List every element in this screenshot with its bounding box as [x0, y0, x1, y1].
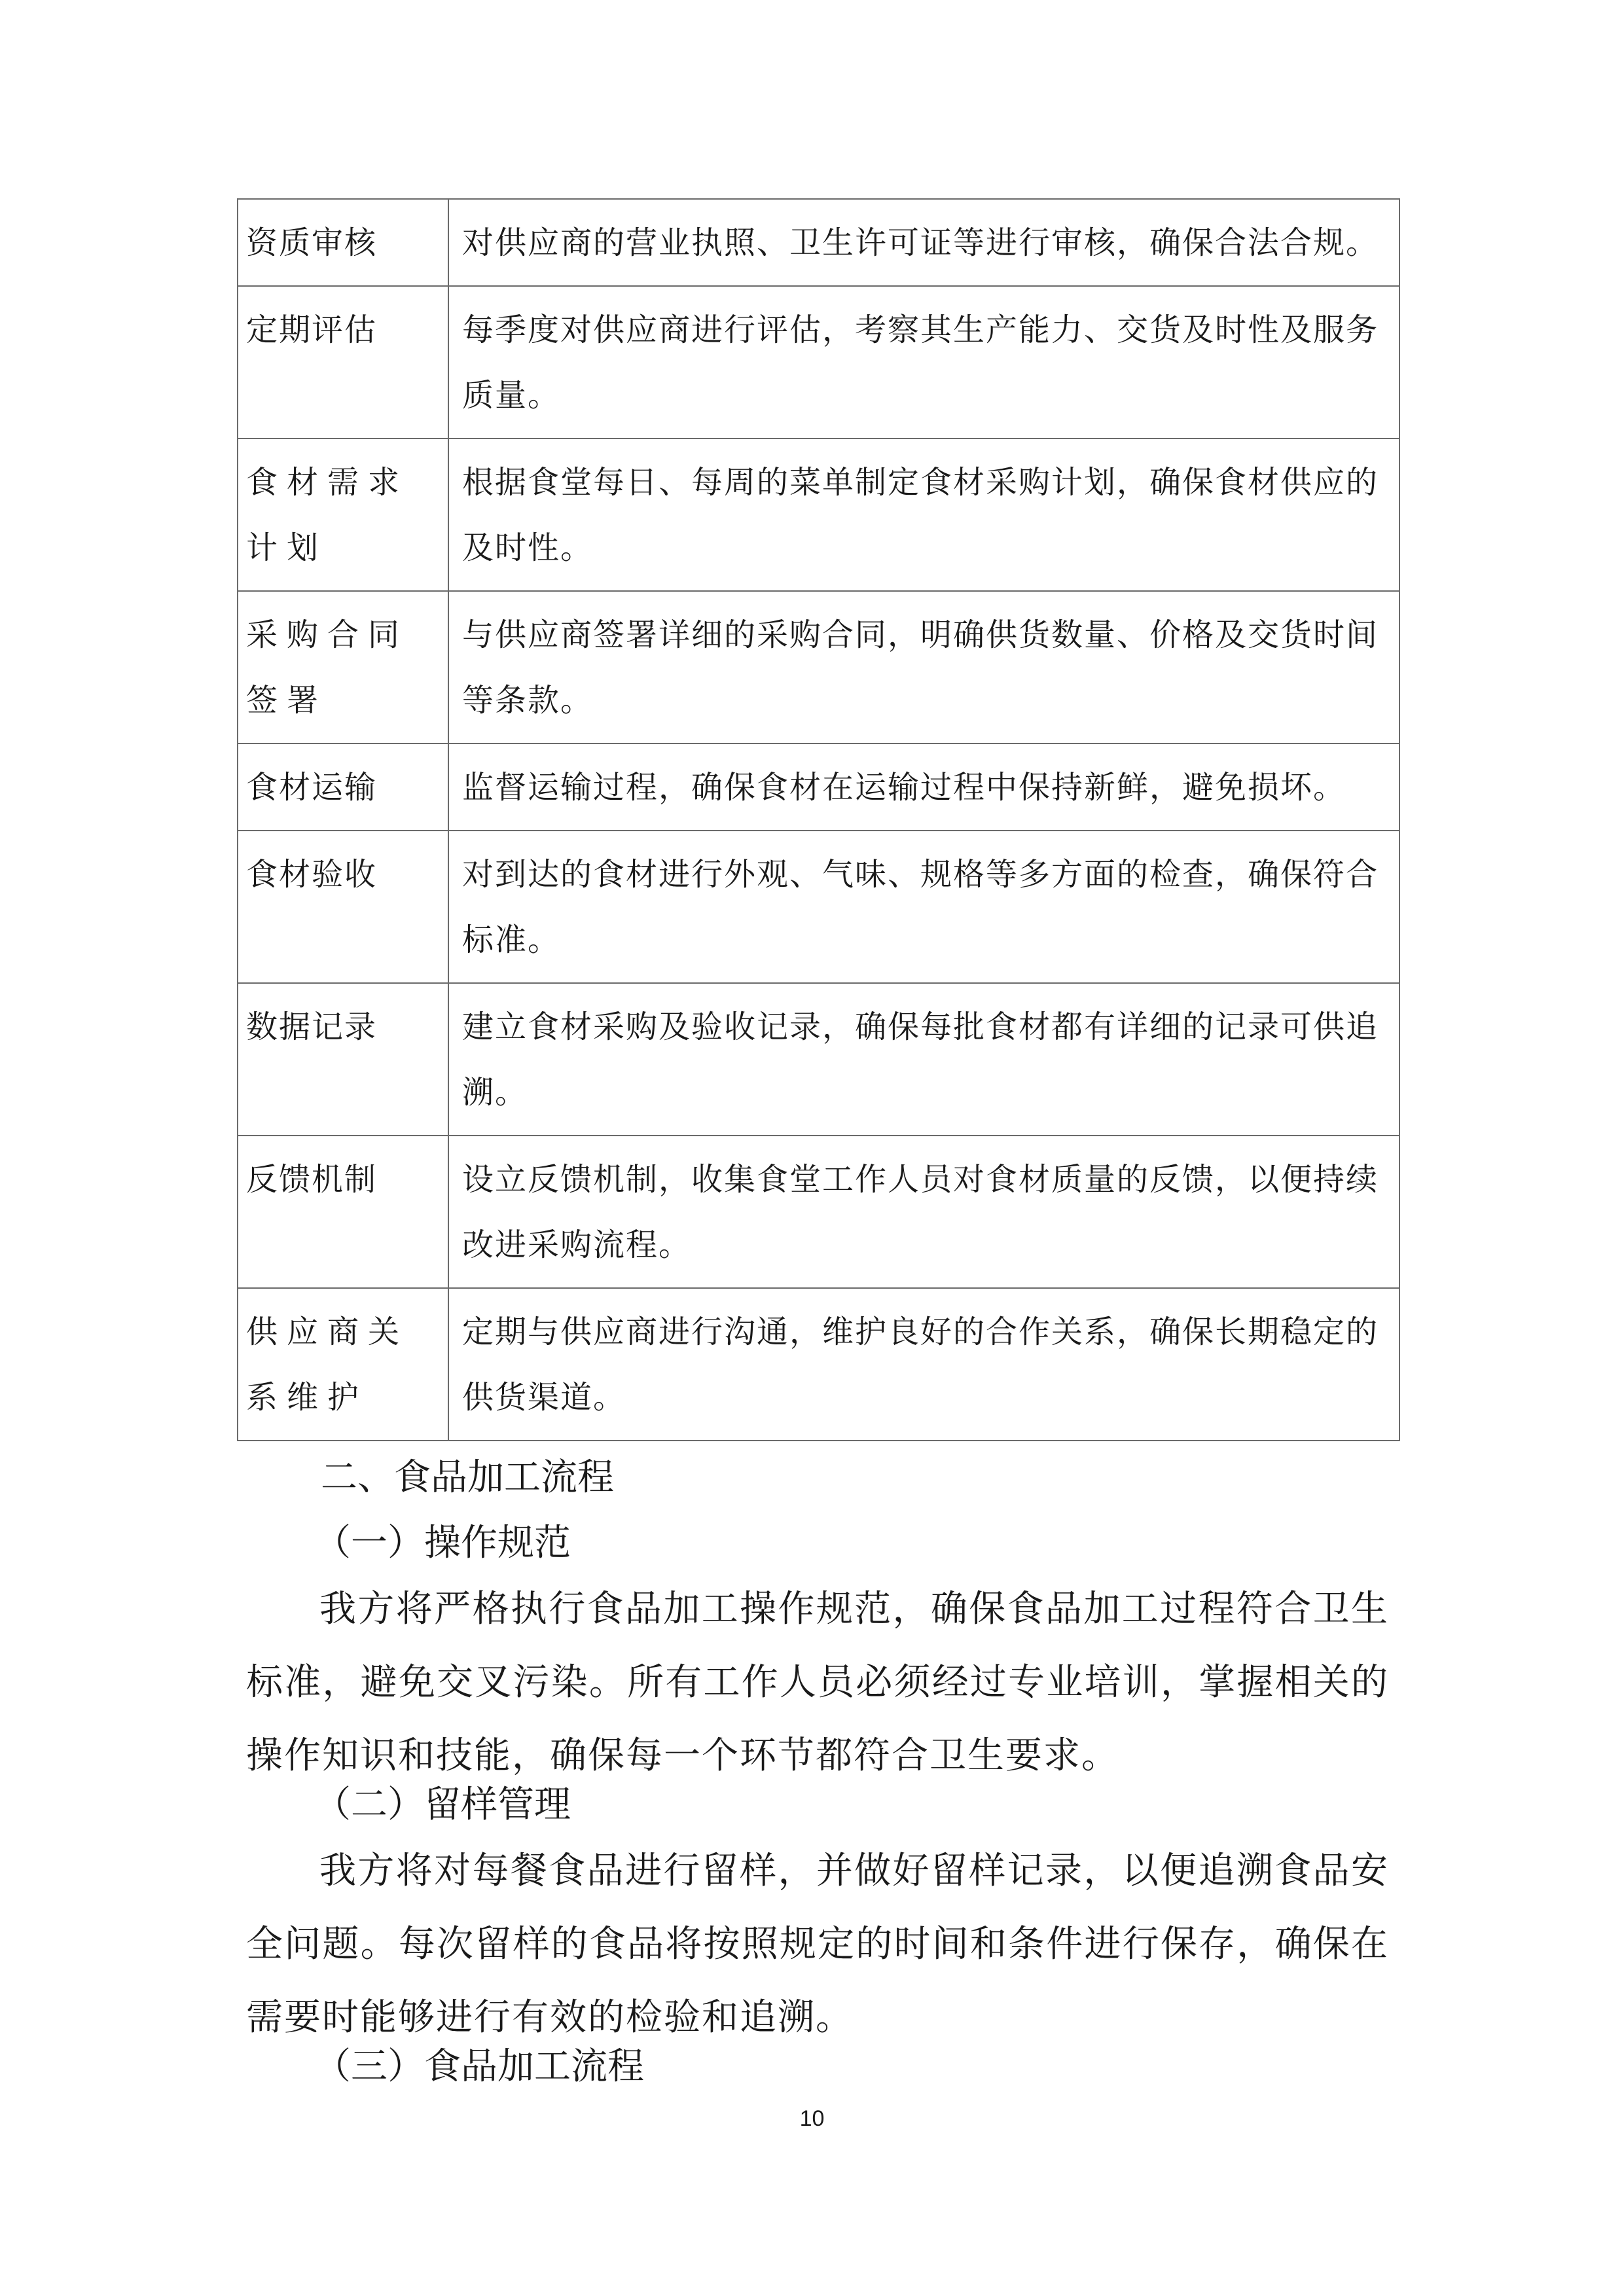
- subsection-heading: （三）食品加工流程: [314, 2045, 644, 2088]
- row-description: 设立反馈机制，收集食堂工作人员对食材质量的反馈，以便持续改进采购流程。: [448, 1136, 1399, 1288]
- row-description: 根据食堂每日、每周的菜单制定食材采购计划，确保食材供应的及时性。: [448, 439, 1399, 591]
- paragraph: 我方将严格执行食品加工操作规范，确保食品加工过程符合卫生标准，避免交叉污染。所有工作人员必须经过专业培训，掌握相关的操作知识和技能，确保每一个环节都符合卫生要求。: [246, 1588, 1389, 1777]
- row-description: 建立食材采购及验收记录，确保每批食材都有详细的记录可供追溯。: [448, 983, 1399, 1136]
- table-row: [238, 1288, 1399, 1441]
- row-description: 与供应商签署详细的采购合同，明确供货数量、价格及交货时间等条款。: [448, 591, 1399, 744]
- row-label: 资质审核: [238, 199, 448, 286]
- table-row: [238, 983, 1399, 1136]
- table-row: [238, 744, 1399, 831]
- subsection-heading: （一）操作规范: [314, 1522, 571, 1564]
- row-label: 数据记录: [238, 983, 448, 1136]
- subsection-heading: （二）留样管理: [314, 1784, 571, 1826]
- table-row: [238, 831, 1399, 983]
- paragraph: 我方将对每餐食品进行留样，并做好留样记录，以便追溯食品安全问题。每次留样的食品将按照规定的时间和条件进行保存，确保在需要时能够进行有效的检验和追溯。: [246, 1850, 1389, 2039]
- row-description: 每季度对供应商进行评估，考察其生产能力、交货及时性及服务质量。: [448, 286, 1399, 439]
- table-row: [238, 199, 1399, 286]
- row-description: 监督运输过程，确保食材在运输过程中保持新鲜，避免损坏。: [448, 744, 1399, 831]
- row-description: 定期与供应商进行沟通，维护良好的合作关系，确保长期稳定的供货渠道。: [448, 1288, 1399, 1441]
- procurement-table: [237, 198, 1400, 1441]
- row-label: 食材需求计划: [238, 439, 448, 591]
- table-row: [238, 591, 1399, 744]
- table-row: [238, 286, 1399, 439]
- table-row: [238, 1136, 1399, 1288]
- row-label: 供应商关系维护: [238, 1288, 448, 1441]
- row-description: 对供应商的营业执照、卫生许可证等进行审核，确保合法合规。: [448, 199, 1399, 286]
- row-label: 采购合同签署: [238, 591, 448, 744]
- row-label: 食材运输: [238, 744, 448, 831]
- section-heading: 二、食品加工流程: [321, 1456, 614, 1499]
- row-label: 定期评估: [238, 286, 448, 439]
- row-label: 反馈机制: [238, 1136, 448, 1288]
- row-label: 食材验收: [238, 831, 448, 983]
- table-row: [238, 439, 1399, 591]
- page-number: 10: [799, 2106, 825, 2131]
- row-description: 对到达的食材进行外观、气味、规格等多方面的检查，确保符合标准。: [448, 831, 1399, 983]
